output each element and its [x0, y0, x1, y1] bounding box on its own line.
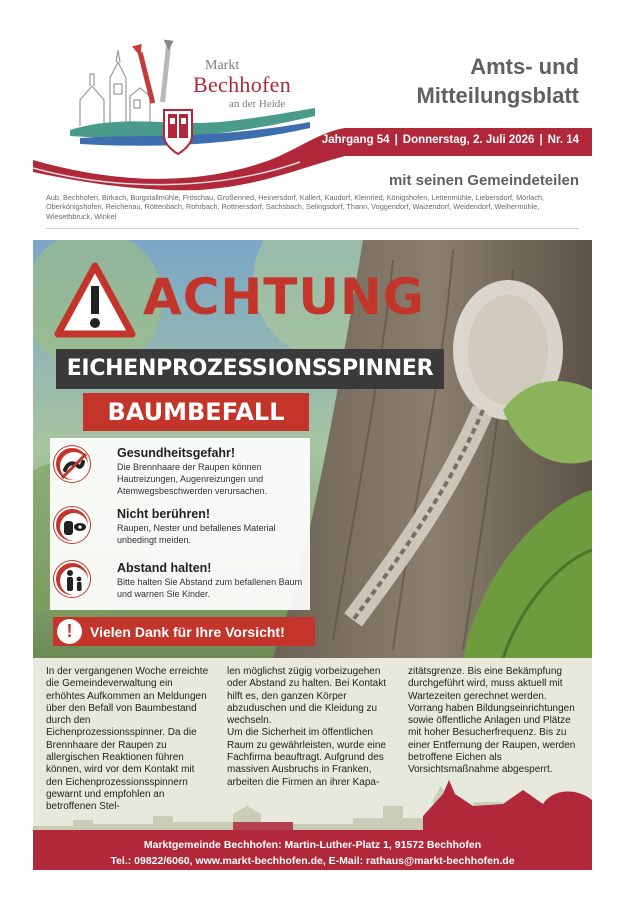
issue-separator: |	[539, 134, 543, 146]
info-text: Die Brennhaare der Raupen können Hautreizungen, Augenreizungen und Atemwegsbeschwerden verursachen.	[117, 462, 268, 496]
info-title: Nicht berühren!	[117, 507, 211, 521]
villages-list: Aub, Bechhofen, Birkach, Burgstallmühle, Fröschau, Großenried, Heinersdorf, Kallert, Kaudorf, Kleinried, Königshofen, Lettenmühle, Liebersdorf, Mörlach, Oberkönigshofen, Reichenau, Röttenbach, Rohrbach, Rottnersdorf, Sachsbach, Selingsdorf, Thann, Voggendorf, Waizendorf, Weidendorf, Weihermühle, Wiesethbruck, Winkel	[46, 193, 545, 221]
thanks-text: Vielen Dank für Ihre Vorsicht!	[90, 624, 285, 640]
family-icon	[54, 561, 90, 597]
poster-headline: ACHTUNG	[143, 268, 425, 326]
poster-subheadline: EICHENPROZESSIONSSPINNER	[56, 349, 444, 389]
article-column-2	[227, 666, 392, 789]
issue-separator: |	[394, 134, 398, 146]
poster-tag: BAUMBEFALL	[83, 393, 309, 431]
hand-eye-icon	[54, 507, 90, 543]
footer-contact: Tel.: 09822/6060, www.markt-bechhofen.de, E-Mail: rathaus@markt-bechhofen.de	[110, 855, 515, 867]
article-paragraph: Um die Sicherheit im öffentlichen Raum zu gewährleisten, wurde eine Fachfirma beauftragt. Aufgrund des massiven Ausbruchs in Franken, arbeiten die Firmen an ihrer Kapa-	[227, 727, 386, 788]
article-paragraph: In der vergangenen Woche erreichte die Gemeindeverwaltung ein erhöhtes Aufkommen an Meldungen über den Befall von Baumbestand durch den Eichenprozessionsspinner. Da die Brennhaare der Raupen zu allergischen Reaktionen führen können, wird vor dem Kontakt mit den Eichenprozessionsspinnern gewarnt und empfohlen an betroffenen Stel-	[46, 666, 209, 813]
logo-subtitle: an der Heide	[229, 98, 286, 110]
caterpillar-icon	[54, 446, 90, 482]
issue-info	[322, 134, 579, 146]
issue-jahrgang: Jahrgang 54	[321, 134, 390, 146]
warning-triangle-icon	[54, 262, 136, 338]
logo-town-name: Bechhofen	[193, 72, 291, 97]
info-text: Raupen, Nester und befallenes Material unbedingt meiden.	[117, 523, 276, 545]
info-text: Bitte halten Sie Abstand zum befallenen Baum und warnen Sie Kinder.	[117, 577, 303, 599]
issue-number: Nr. 14	[547, 134, 579, 146]
info-title: Gesundheitsgefahr!	[117, 446, 236, 460]
exclamation-icon: !	[57, 619, 82, 644]
article-column-3	[408, 666, 578, 777]
masthead	[0, 0, 625, 190]
logo-markt-text: Markt	[205, 58, 240, 73]
newspaper-title-line2: Mitteilungsblatt	[416, 83, 579, 108]
article-column-1	[46, 666, 211, 814]
newspaper-title-line1: Amts- und	[470, 54, 579, 79]
info-title: Abstand halten!	[117, 561, 212, 575]
issue-date: Donnerstag, 2. Juli 2026	[402, 134, 535, 146]
divider	[46, 228, 579, 229]
article-paragraph: len möglichst zügig vorbeizugehen oder Abstand zu halten. Bei Kontakt hilft es, den ganzen Körper abzuduschen und die Kleidung zu wechseln.	[227, 666, 386, 727]
article-paragraph: zitätsgrenze. Bis eine Bekämpfung durchgeführt wird, muss aktuell mit Wartezeiten gerechnet werden. Vorrang haben Bildungseinrichtungen sowie öffentliche Anlagen und Plätze mit hoher Besucherfrequenz. Bis zu einer Entfernung der Raupen, werden betroffene Eichen als Vorsichtsmaßnahme abgesperrt.	[408, 666, 576, 776]
masthead-subtitle: mit seinen Gemeindeteilen	[388, 172, 579, 189]
footer-address: Marktgemeinde Bechhofen: Martin-Luther-Platz 1, 91572 Bechhofen	[143, 839, 482, 851]
